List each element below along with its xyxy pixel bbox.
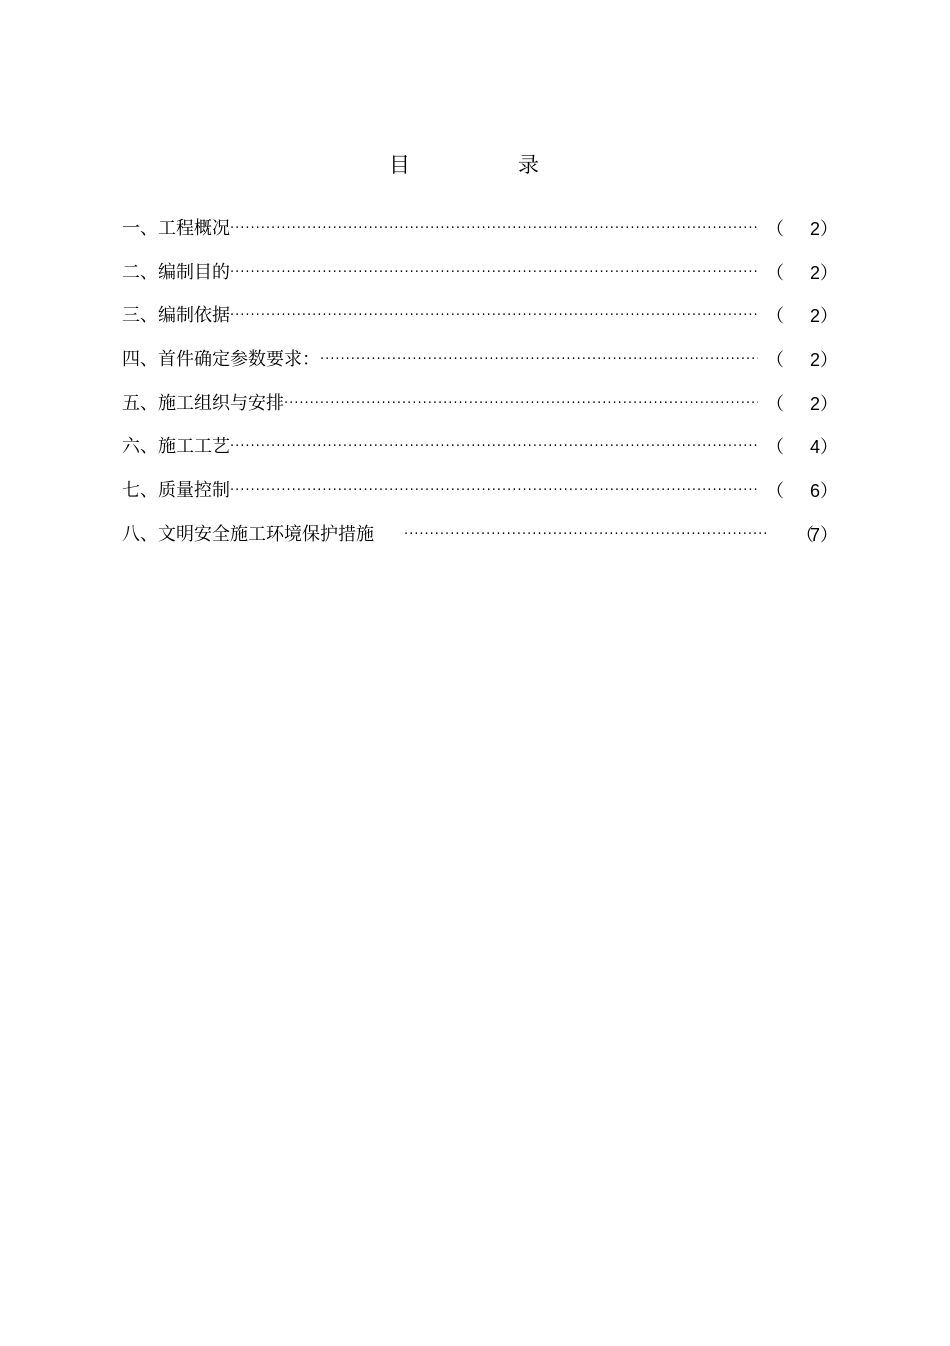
toc-entry[interactable]	[122, 425, 838, 469]
toc-dot-leader	[404, 518, 768, 552]
toc-page-number: 6）	[809, 480, 838, 501]
toc-dot-leader	[230, 212, 758, 246]
toc-entry[interactable]	[122, 207, 838, 251]
toc-page-number: 2）	[809, 262, 838, 283]
toc-list	[122, 207, 838, 557]
toc-page-number: 4）	[809, 437, 838, 458]
toc-entry[interactable]	[122, 251, 838, 295]
toc-page-open-paren: （	[765, 437, 784, 458]
toc-entry-label: 六、施工工艺	[122, 436, 230, 458]
toc-page-open-paren: （	[765, 393, 784, 414]
toc-page-open-paren: （	[765, 349, 784, 370]
toc-entry-label: 七、质量控制	[122, 479, 230, 501]
toc-entry[interactable]	[122, 513, 838, 557]
toc-dot-leader	[230, 474, 758, 508]
toc-heading-char-1: 目	[389, 153, 410, 177]
toc-page-open-paren: （	[765, 480, 784, 501]
toc-page-open-paren: （	[765, 306, 784, 327]
toc-dot-leader	[230, 430, 758, 464]
toc-entry-label: 三、编制依据	[122, 305, 230, 327]
toc-dot-leader	[230, 299, 758, 333]
toc-dot-leader	[230, 256, 758, 290]
toc-page-number: 2）	[809, 306, 838, 327]
toc-entry-label: 一、工程概况	[122, 217, 230, 239]
toc-entry[interactable]	[122, 294, 838, 338]
toc-entry-label: 八、文明安全施工环境保护措施	[122, 523, 374, 545]
toc-page-number: 7）	[809, 524, 838, 545]
toc-page-open-paren: （	[765, 262, 784, 283]
toc-page-number: 2）	[809, 349, 838, 370]
toc-page-number: 2）	[809, 218, 838, 239]
toc-dot-leader	[284, 387, 758, 421]
toc-page-open-paren: （	[795, 524, 814, 545]
toc-entry[interactable]	[122, 469, 838, 513]
toc-page-open-paren: （	[765, 218, 784, 239]
toc-entry[interactable]	[122, 382, 838, 426]
toc-entry-label: 五、施工组织与安排	[122, 392, 284, 414]
toc-heading	[0, 150, 950, 180]
toc-heading-char-2: 录	[518, 153, 539, 177]
toc-entry-label: 二、编制目的	[122, 261, 230, 283]
toc-entry-label: 四、首件确定参数要求：	[122, 348, 320, 370]
toc-entry[interactable]	[122, 338, 838, 382]
toc-page-number: 2）	[809, 393, 838, 414]
toc-dot-leader	[320, 343, 758, 377]
